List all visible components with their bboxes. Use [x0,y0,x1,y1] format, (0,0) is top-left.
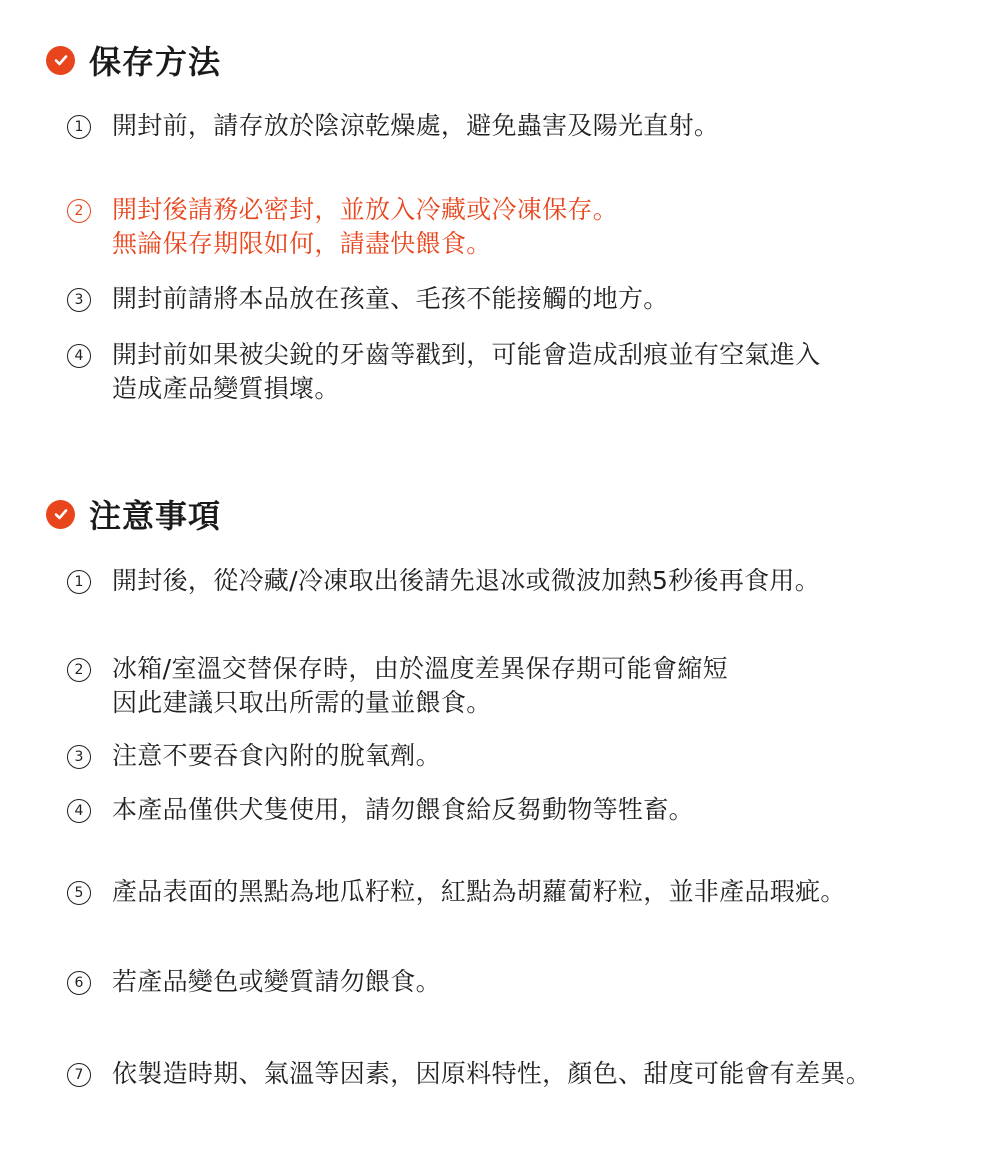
item-text: 因此建議只取出所需的量並餵食。 [112,688,492,717]
item-number: 2 [67,658,91,682]
item-text: 注意不要吞食內附的脫氧劑。 [112,741,441,770]
storage-item-4 [67,338,820,406]
storage-item-3 [67,282,669,316]
item-number: 5 [67,881,91,905]
check-circle-icon [46,46,75,75]
item-number: 1 [67,570,91,594]
item-number: 1 [67,115,91,139]
notes-item-1 [67,564,820,598]
notes-item-6 [67,965,441,999]
storage-item-2 [67,193,618,261]
item-number: 3 [67,745,91,769]
item-text: 無論保存期限如何，請盡快餵食。 [112,229,492,258]
storage-title: 保存方法 [89,43,222,81]
item-text: 開封前，請存放於陰涼乾燥處，避免蟲害及陽光直射。 [112,111,720,140]
item-text: 開封前請將本品放在孩童、毛孩不能接觸的地方。 [112,284,669,313]
notes-heading [46,491,221,537]
item-text: 造成產品變質損壞。 [112,374,340,403]
item-number: 3 [67,288,91,312]
item-number: 6 [67,971,91,995]
item-text: 依製造時期、氣溫等因素，因原料特性，顏色、甜度可能會有差異。 [112,1059,872,1088]
item-text: 開封後請務必密封，並放入冷藏或冷凍保存。 [112,195,619,224]
notes-item-3 [67,739,441,773]
notes-title: 注意事項 [89,497,222,535]
notes-item-5 [67,875,846,909]
notes-item-2 [67,652,728,720]
storage-heading [46,37,221,83]
notes-item-4 [67,793,694,827]
item-text: 若產品變色或變質請勿餵食。 [112,967,441,996]
item-number: 7 [67,1063,91,1087]
item-text: 本產品僅供犬隻使用，請勿餵食給反芻動物等牲畜。 [112,795,694,824]
item-number: 4 [67,344,91,368]
check-circle-icon [46,500,75,529]
item-text: 冰箱/室溫交替保存時，由於溫度差異保存期可能會縮短 [112,654,728,683]
item-text: 產品表面的黑點為地瓜籽粒，紅點為胡蘿蔔籽粒，並非產品瑕疵。 [112,877,846,906]
item-number: 2 [67,199,91,223]
item-text: 開封後，從冷藏/冷凍取出後請先退冰或微波加熱5秒後再食用。 [112,566,821,595]
item-text: 開封前如果被尖銳的牙齒等戳到，可能會造成刮痕並有空氣進入 [112,340,821,369]
notes-item-7 [67,1057,871,1091]
item-number: 4 [67,799,91,823]
storage-item-1 [67,109,719,143]
